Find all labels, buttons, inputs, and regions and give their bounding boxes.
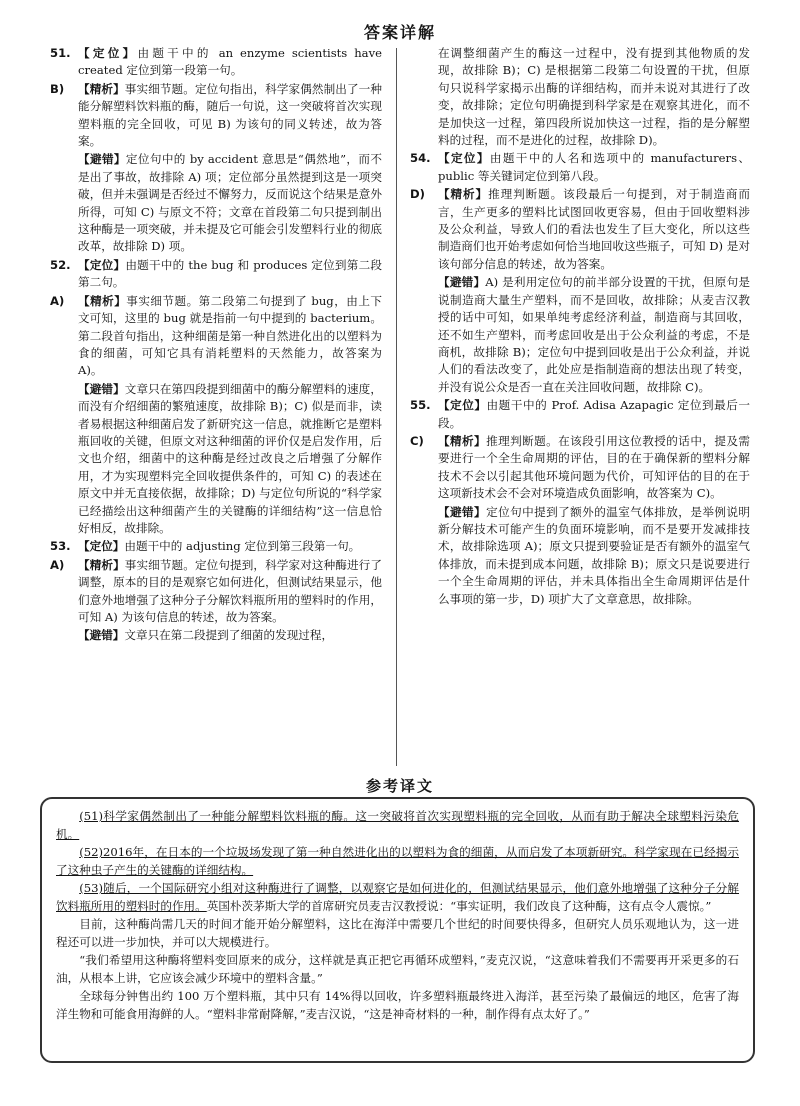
analysis-text: 事实细节题。定位句提到，科学家对这种酶进行了调整，原本的目的是观察它如何进化，但测试结果显示，他们意外地增强了这种分子分解饮料瓶所用的塑料时的作用，可知 A) 为该句信息的转述，故为答案。	[78, 557, 382, 624]
question-number: 54.	[410, 151, 431, 166]
analysis-text: 推理判断题。在该段引用这位教授的话中，提及需要进行一个全生命周期的评估，目的在于确保新的塑料分解技术不会以引起其他环境问题为代价，可知评估的目的在于这项新技术会不会对环境造成负面影响，故答案为 C)。	[438, 433, 750, 501]
answer-letter: C)	[410, 433, 424, 448]
answer-letter: A)	[50, 557, 65, 572]
analysis-tag: 【精析】	[78, 81, 125, 96]
answer-letter: B)	[50, 81, 65, 96]
q53-analysis	[50, 557, 382, 627]
reference-title: 参考译文	[365, 777, 434, 795]
q52-analysis	[50, 293, 382, 380]
avoid-tag: 【避错】	[78, 381, 125, 396]
question-number: 55.	[410, 398, 431, 413]
translation-paragraph-53	[56, 879, 739, 915]
q54-analysis	[410, 186, 750, 273]
locate-tag: 【定位】	[78, 46, 138, 60]
q55-locate	[410, 397, 750, 432]
locate-text: 由题干中的 adjusting 定位到第三段第一句。	[124, 539, 361, 554]
q51-analysis	[50, 81, 382, 151]
plain-sentence: 英国朴茨茅斯大学的首席研究员麦吉汉教授说：“事实证明，我们改良了这种酶，这有点令人震惊。”	[206, 899, 712, 913]
analysis-text: 事实细节题。第二段第二句提到了 bug，由上下文可知，这里的 bug 就是指前一句中提到的 bacterium。第二段首句指出，这种细菌是第一种自然进化出的以塑料为食的细菌，可知它具有消耗塑料的天然能力，故答案为 A)。	[78, 293, 382, 378]
q53-avoid-continued	[410, 45, 750, 149]
q52-locate	[50, 257, 382, 292]
left-column	[50, 45, 382, 767]
locate-text: 由题干中的人名和选项中的 manufacturers、public 等关键词定位到第八段。	[438, 151, 750, 183]
locate-text: 由题干中的 an enzyme scientists have created 定位到第一段第一句。	[78, 46, 382, 78]
page-title: 答案详解	[363, 23, 436, 42]
analysis-tag: 【精析】	[438, 187, 489, 202]
analysis-tag: 【精析】	[78, 557, 125, 572]
locate-tag: 【定位】	[78, 539, 125, 554]
q53-avoid	[50, 627, 382, 644]
underlined-sentence: (53)随后，一个国际研究小组对这种酶进行了调整，以观察它是如何进化的，但测试结果显示，他们意外地增强了这种分子分解饮料瓶所用的塑料时的作用。	[56, 881, 739, 913]
q53-locate	[50, 538, 382, 555]
analysis-tag: 【精析】	[78, 293, 127, 308]
avoid-text: A) 是利用定位句的前半部分设置的干扰，但原句是说制造商大量生产塑料，而不是回收，故排除；从麦吉汉教授的话中可知，如果单纯考虑经济利益，制造商与其回收，还不如生产塑料，而考虑回收是出于公众利益的考虑，不是商机，故排除 B)；定位句中提到回收是出于公众利益，并说人们的看法改变了，此处应是指制造商的想法出现了转变，并没有说公众是否一直在关注回收问题，故排除 C)。	[438, 275, 750, 394]
question-number: 53.	[50, 539, 71, 554]
analysis-text: 推理判断题。该段最后一句提到，对于制造商而言，生产更多的塑料比试图回收更容易，但由于回收塑料涉及公众利益，导致人们的看法也发生了巨大变化，所以这些制造商们也开始考虑如何恰当地回收这些瓶子，可知 D) 是对该句部分信息的转述，故为答案。	[438, 187, 750, 271]
locate-tag: 【定位】	[438, 151, 490, 166]
avoid-tag: 【避错】	[438, 275, 486, 290]
q54-avoid	[410, 274, 750, 396]
q51-locate	[50, 45, 382, 80]
avoid-text: 文章只在第二段提到了细菌的发现过程，	[124, 628, 334, 643]
q55-analysis	[410, 433, 750, 503]
locate-tag: 【定位】	[78, 257, 126, 272]
column-divider	[396, 48, 397, 766]
avoid-text: 定位句中提到了额外的温室气体排放，是举例说明新分解技术可能产生的负面环境影响，而不是要开发减排技术，故排除选项 A)；原文只提到要验证是否有额外的温室气体排放，而未提到成本问题，故排除 B)；原文只是说要进行一个全生命周期的评估，并未具体指出全生命周期评估是什么事项的第一步，D) 项扩大了文章意思，故排除。	[438, 504, 750, 606]
locate-text: 由题干中的 the bug 和 produces 定位到第二段第二句。	[78, 257, 382, 290]
reference-translation-box	[40, 797, 755, 1063]
q51-avoid	[50, 151, 382, 255]
avoid-tag: 【避错】	[78, 628, 125, 643]
locate-text: 由题干中的 Prof. Adisa Azapagic 定位到最后一段。	[438, 398, 750, 430]
question-number: 51.	[50, 46, 71, 60]
underlined-sentence: (52)2016年，在日本的一个垃圾场发现了第一种自然进化出的以塑料为食的细菌，从而启发了本项新研究。科学家现在已经揭示了这种虫子产生的关键酶的详细结构。	[56, 845, 739, 877]
translation-paragraph-4: 目前，这种酶尚需几天的时间才能开始分解塑料，这比在海洋中需要几个世纪的时间要快得多，但研究人员乐观地认为，这一进程还可以进一步加快，并可以大规模进行。	[56, 917, 739, 949]
answer-letter: A)	[50, 293, 65, 308]
answer-letter: D)	[410, 187, 425, 202]
translation-paragraph-52	[56, 843, 739, 879]
avoid-text: 文章只在第四段提到细菌中的酶分解塑料的速度，而没有介绍细菌的繁殖速度，故排除 B)；C) 似是而非，读者易根据这种细菌启发了新研究这一信息，就推断它是塑料瓶回收的关键，但原文对这种细菌的评价仅是启发作用，后文也介绍，细菌中的这种酶是经过改良之后增强了分解作用，才为实现塑料完全回收提供条件的，可知 C) 的表述在原文中并无直接依据，故排除；D) 与定位句所说的“科学家已经描绘出这种细菌产生的关键酶的详细结构”这一信息恰好相反，故排除。	[78, 381, 382, 535]
avoid-text: 在调整细菌产生的酶这一过程中，没有提到其他物质的发现，故排除 B)；C) 是根据第二段第二句设置的干扰，但原句只说科学家揭示出酶的详细结构，而并未说对其进行了改变，故排除；定位句明确提到科学家是在观察其进化，而不是加快这一过程，第四段所说加快这一过程，指的是分解塑料的过程，而不是进化的过程，故排除 D)。	[438, 46, 750, 148]
q55-avoid	[410, 504, 750, 608]
avoid-tag: 【避错】	[438, 504, 487, 519]
question-number: 52.	[50, 257, 71, 272]
analysis-text: 事实细节题。定位句指出，科学家偶然制出了一种能分解塑料饮料瓶的酶，随后一句说，这一突破将首次实现塑料瓶的完全回收，可见 B) 为该句的同义转述，故为答案。	[78, 81, 382, 149]
analysis-tag: 【精析】	[438, 433, 487, 448]
q52-avoid	[50, 381, 382, 538]
q54-locate	[410, 150, 750, 185]
locate-tag: 【定位】	[438, 398, 487, 413]
avoid-text: 定位句中的 by accident 意思是“偶然地”，而不是出了事故，故排除 A) 项；定位部分虽然提到这是一项突破，但并未强调是否经过不懈努力，反而说这个结果是意外所得，可知 C) 与原文不符；文章在首段第二句只提到制出这种酶是一项突破，并未提及它可能会引发塑料行业的彻底改革，故排除 D) 项。	[78, 152, 382, 254]
translation-paragraph-51	[56, 807, 739, 843]
right-column	[410, 45, 750, 767]
underlined-sentence: (51)科学家偶然制出了一种能分解塑料饮料瓶的酶。这一突破将首次实现塑料瓶的完全回收，从而有助于解决全球塑料污染危机。	[56, 809, 739, 841]
translation-paragraph-6: 全球每分钟售出约 100 万个塑料瓶，其中只有 14%得以回收，许多塑料瓶最终进入海洋，甚至污染了最偏远的地区，危害了海洋生物和可能食用海鲜的人。“塑料非常耐降解，”麦吉汉说，“这是神奇材料的一种，制作得有点太好了。”	[56, 989, 739, 1021]
avoid-tag: 【避错】	[78, 152, 126, 167]
translation-paragraph-5: “我们希望用这种酶将塑料变回原来的成分，这样就是真正把它再循环成塑料，”麦克汉说，“这意味着我们不需要再开采更多的石油，从根本上讲，它应该会减少环境中的塑料含量。”	[56, 953, 739, 985]
